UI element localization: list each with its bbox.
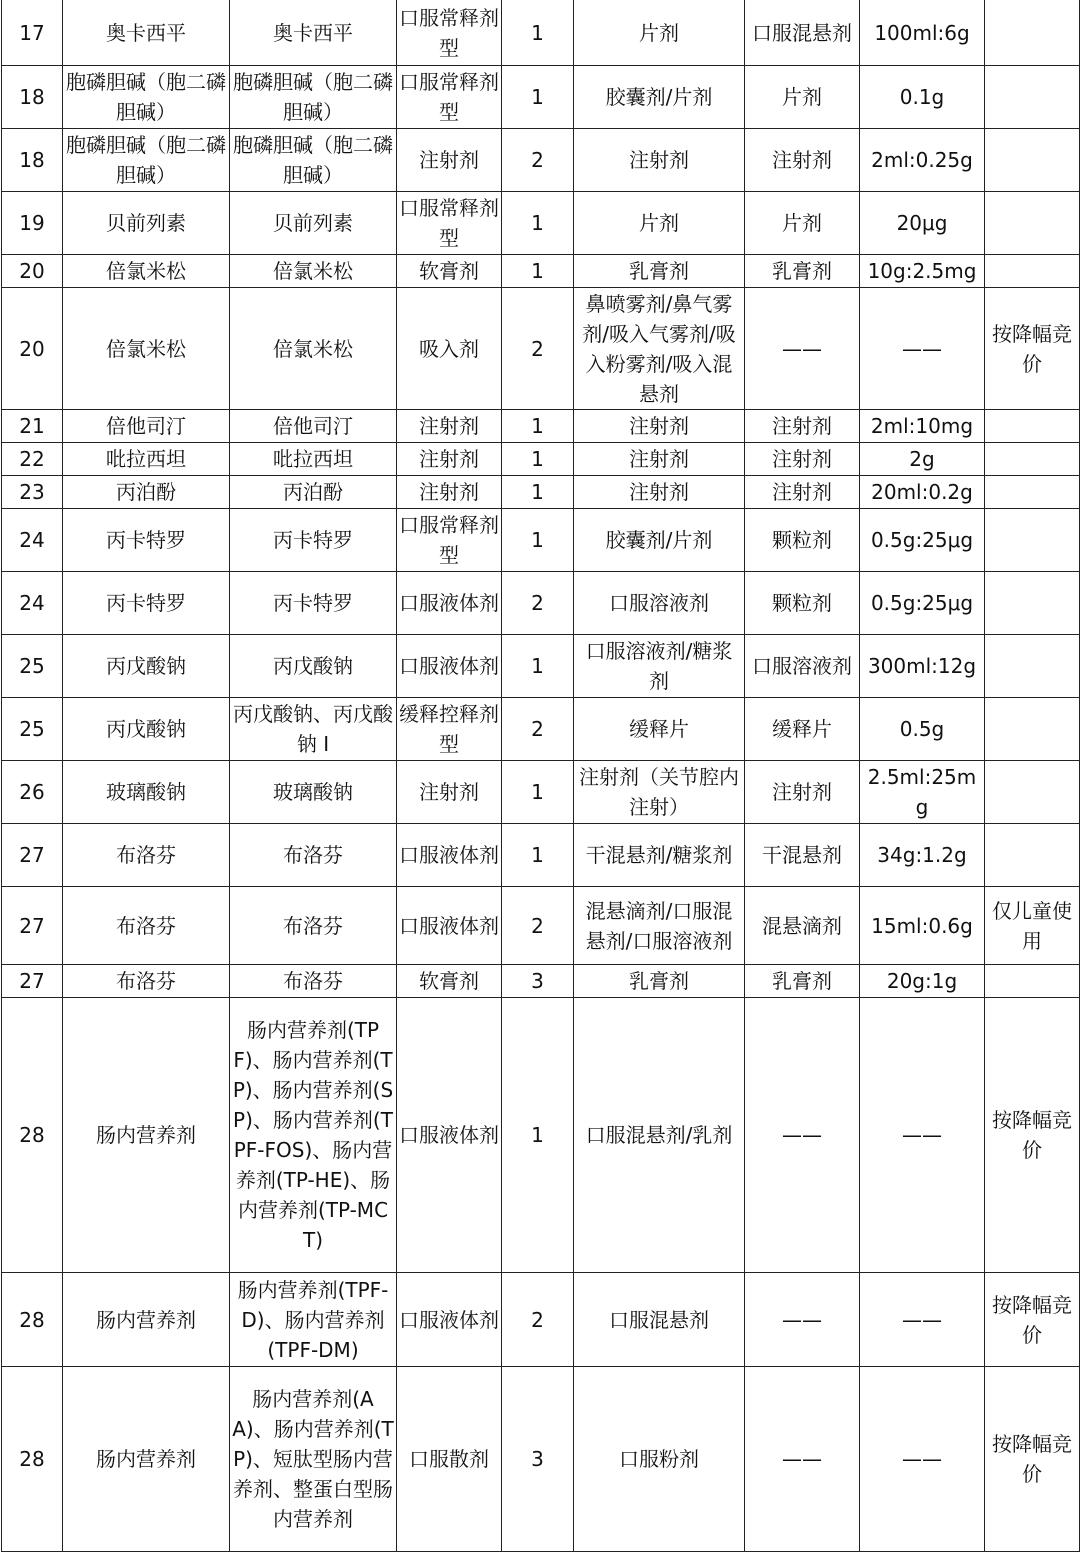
drug-name-cell: 胞磷胆碱（胞二磷胆碱） — [230, 66, 397, 129]
reference-form-cell: —— — [745, 1273, 860, 1367]
dosage-form-cell: 口服混悬剂/乳剂 — [574, 998, 745, 1273]
dosage-form-cell: 胶囊剂/片剂 — [574, 66, 745, 129]
dosage-group-cell: 口服液体剂 — [397, 1273, 502, 1367]
class-number-cell: 1 — [502, 192, 574, 255]
common-name-cell: 胞磷胆碱（胞二磷胆碱） — [63, 66, 230, 129]
specification-cell: 20μg — [860, 192, 985, 255]
specification-cell: —— — [860, 1273, 985, 1367]
common-name-cell: 倍他司汀 — [63, 410, 230, 443]
drug-name-cell: 肠内营养剂(TPF)、肠内营养剂(TP)、肠内营养剂(SP)、肠内营养剂(TPF-FOS)、肠内营养剂(TP-HE)、肠内营养剂(TP-MCT) — [230, 998, 397, 1273]
class-number-cell: 1 — [502, 0, 574, 66]
specification-cell: 20ml:0.2g — [860, 476, 985, 509]
row-number-cell: 27 — [2, 824, 63, 887]
drug-name-cell: 倍氯米松 — [230, 288, 397, 410]
row-number-cell: 21 — [2, 410, 63, 443]
drug-name-cell: 丙戊酸钠 — [230, 635, 397, 698]
note-cell — [985, 965, 1080, 998]
specification-cell: 2.5ml:25mg — [860, 761, 985, 824]
note-cell — [985, 0, 1080, 66]
common-name-cell: 胞磷胆碱（胞二磷胆碱） — [63, 129, 230, 192]
table-row — [2, 255, 1080, 288]
drug-name-cell: 布洛芬 — [230, 824, 397, 887]
drug-name-cell: 贝前列素 — [230, 192, 397, 255]
table-body — [2, 0, 1080, 1552]
class-number-cell: 3 — [502, 1367, 574, 1552]
row-number-cell: 24 — [2, 509, 63, 572]
note-cell — [985, 255, 1080, 288]
reference-form-cell: 乳膏剂 — [745, 255, 860, 288]
table-row — [2, 476, 1080, 509]
note-cell — [985, 443, 1080, 476]
dosage-group-cell: 吸入剂 — [397, 288, 502, 410]
row-number-cell: 17 — [2, 0, 63, 66]
table-row — [2, 410, 1080, 443]
table-row — [2, 66, 1080, 129]
row-number-cell: 27 — [2, 887, 63, 965]
table-row — [2, 887, 1080, 965]
dosage-form-cell: 乳膏剂 — [574, 965, 745, 998]
class-number-cell: 1 — [502, 443, 574, 476]
reference-form-cell: 注射剂 — [745, 443, 860, 476]
note-cell: 仅儿童使用 — [985, 887, 1080, 965]
common-name-cell: 奥卡西平 — [63, 0, 230, 66]
reference-form-cell: —— — [745, 288, 860, 410]
row-number-cell: 22 — [2, 443, 63, 476]
dosage-group-cell: 口服液体剂 — [397, 824, 502, 887]
dosage-form-cell: 注射剂（关节腔内注射） — [574, 761, 745, 824]
dosage-form-cell: 注射剂 — [574, 129, 745, 192]
dosage-group-cell: 注射剂 — [397, 410, 502, 443]
common-name-cell: 肠内营养剂 — [63, 1367, 230, 1552]
drug-name-cell: 倍他司汀 — [230, 410, 397, 443]
table-row — [2, 1367, 1080, 1552]
specification-cell: 15ml:0.6g — [860, 887, 985, 965]
dosage-form-cell: 鼻喷雾剂/鼻气雾剂/吸入气雾剂/吸入粉雾剂/吸入混悬剂 — [574, 288, 745, 410]
table-row — [2, 698, 1080, 761]
table-row — [2, 0, 1080, 66]
reference-form-cell: 片剂 — [745, 66, 860, 129]
note-cell: 按降幅竞价 — [985, 288, 1080, 410]
dosage-form-cell: 口服溶液剂/糖浆剂 — [574, 635, 745, 698]
drug-name-cell: 肠内营养剂(TPF-D)、肠内营养剂(TPF-DM) — [230, 1273, 397, 1367]
reference-form-cell: 口服混悬剂 — [745, 0, 860, 66]
reference-form-cell: 乳膏剂 — [745, 965, 860, 998]
dosage-group-cell: 口服常释剂型 — [397, 192, 502, 255]
common-name-cell: 丙卡特罗 — [63, 572, 230, 635]
specification-cell: 0.5g:25μg — [860, 572, 985, 635]
common-name-cell: 吡拉西坦 — [63, 443, 230, 476]
class-number-cell: 1 — [502, 255, 574, 288]
row-number-cell: 19 — [2, 192, 63, 255]
common-name-cell: 丙戊酸钠 — [63, 698, 230, 761]
row-number-cell: 20 — [2, 255, 63, 288]
class-number-cell: 1 — [502, 635, 574, 698]
row-number-cell: 24 — [2, 572, 63, 635]
note-cell — [985, 66, 1080, 129]
dosage-group-cell: 注射剂 — [397, 443, 502, 476]
row-number-cell: 25 — [2, 635, 63, 698]
dosage-group-cell: 口服常释剂型 — [397, 0, 502, 66]
drug-name-cell: 倍氯米松 — [230, 255, 397, 288]
class-number-cell: 2 — [502, 572, 574, 635]
class-number-cell: 1 — [502, 66, 574, 129]
row-number-cell: 26 — [2, 761, 63, 824]
note-cell — [985, 476, 1080, 509]
dosage-group-cell: 注射剂 — [397, 476, 502, 509]
specification-cell: —— — [860, 1367, 985, 1552]
reference-form-cell: 注射剂 — [745, 410, 860, 443]
common-name-cell: 布洛芬 — [63, 965, 230, 998]
row-number-cell: 18 — [2, 66, 63, 129]
dosage-form-cell: 注射剂 — [574, 443, 745, 476]
class-number-cell: 3 — [502, 965, 574, 998]
common-name-cell: 玻璃酸钠 — [63, 761, 230, 824]
dosage-form-cell: 口服混悬剂 — [574, 1273, 745, 1367]
drug-name-cell: 丙卡特罗 — [230, 572, 397, 635]
reference-form-cell: 颗粒剂 — [745, 572, 860, 635]
table-row — [2, 761, 1080, 824]
common-name-cell: 布洛芬 — [63, 824, 230, 887]
dosage-form-cell: 注射剂 — [574, 410, 745, 443]
row-number-cell: 25 — [2, 698, 63, 761]
reference-form-cell: 颗粒剂 — [745, 509, 860, 572]
dosage-group-cell: 口服常释剂型 — [397, 66, 502, 129]
note-cell — [985, 192, 1080, 255]
reference-form-cell: 片剂 — [745, 192, 860, 255]
drug-name-cell: 布洛芬 — [230, 965, 397, 998]
dosage-form-cell: 混悬滴剂/口服混悬剂/口服溶液剂 — [574, 887, 745, 965]
note-cell — [985, 129, 1080, 192]
specification-cell: 0.5g — [860, 698, 985, 761]
dosage-group-cell: 口服散剂 — [397, 1367, 502, 1552]
row-number-cell: 28 — [2, 998, 63, 1273]
specification-cell: —— — [860, 288, 985, 410]
table-row — [2, 129, 1080, 192]
drug-name-cell: 丙泊酚 — [230, 476, 397, 509]
reference-form-cell: 干混悬剂 — [745, 824, 860, 887]
table-row — [2, 572, 1080, 635]
specification-cell: 2ml:10mg — [860, 410, 985, 443]
common-name-cell: 丙戊酸钠 — [63, 635, 230, 698]
dosage-form-cell: 口服粉剂 — [574, 1367, 745, 1552]
common-name-cell: 肠内营养剂 — [63, 998, 230, 1273]
dosage-group-cell: 缓释控释剂型 — [397, 698, 502, 761]
reference-form-cell: —— — [745, 998, 860, 1273]
note-cell: 按降幅竞价 — [985, 998, 1080, 1273]
dosage-form-cell: 乳膏剂 — [574, 255, 745, 288]
specification-cell: 34g:1.2g — [860, 824, 985, 887]
specification-cell: 20g:1g — [860, 965, 985, 998]
row-number-cell: 18 — [2, 129, 63, 192]
reference-form-cell: 注射剂 — [745, 761, 860, 824]
note-cell — [985, 509, 1080, 572]
dosage-group-cell: 注射剂 — [397, 129, 502, 192]
note-cell — [985, 572, 1080, 635]
class-number-cell: 1 — [502, 998, 574, 1273]
table-row — [2, 443, 1080, 476]
reference-form-cell: 注射剂 — [745, 129, 860, 192]
table-row — [2, 998, 1080, 1273]
drug-name-cell: 布洛芬 — [230, 887, 397, 965]
dosage-group-cell: 注射剂 — [397, 761, 502, 824]
row-number-cell: 28 — [2, 1367, 63, 1552]
dosage-form-cell: 干混悬剂/糖浆剂 — [574, 824, 745, 887]
note-cell — [985, 698, 1080, 761]
reference-form-cell: 缓释片 — [745, 698, 860, 761]
note-cell: 按降幅竞价 — [985, 1367, 1080, 1552]
drug-name-cell: 胞磷胆碱（胞二磷胆碱） — [230, 129, 397, 192]
common-name-cell: 倍氯米松 — [63, 288, 230, 410]
table-row — [2, 192, 1080, 255]
specification-cell: 2g — [860, 443, 985, 476]
row-number-cell: 23 — [2, 476, 63, 509]
class-number-cell: 2 — [502, 129, 574, 192]
specification-cell: 100ml:6g — [860, 0, 985, 66]
dosage-group-cell: 口服液体剂 — [397, 635, 502, 698]
class-number-cell: 1 — [502, 509, 574, 572]
dosage-form-cell: 胶囊剂/片剂 — [574, 509, 745, 572]
common-name-cell: 倍氯米松 — [63, 255, 230, 288]
class-number-cell: 1 — [502, 761, 574, 824]
specification-cell: 0.5g:25μg — [860, 509, 985, 572]
reference-form-cell: 注射剂 — [745, 476, 860, 509]
drug-name-cell: 奥卡西平 — [230, 0, 397, 66]
class-number-cell: 2 — [502, 698, 574, 761]
row-number-cell: 20 — [2, 288, 63, 410]
drug-name-cell: 吡拉西坦 — [230, 443, 397, 476]
specification-cell: 10g:2.5mg — [860, 255, 985, 288]
drug-name-cell: 丙卡特罗 — [230, 509, 397, 572]
note-cell — [985, 410, 1080, 443]
reference-form-cell: —— — [745, 1367, 860, 1552]
dosage-form-cell: 注射剂 — [574, 476, 745, 509]
specification-cell: 0.1g — [860, 66, 985, 129]
class-number-cell: 2 — [502, 288, 574, 410]
class-number-cell: 1 — [502, 476, 574, 509]
table-row — [2, 1273, 1080, 1367]
dosage-group-cell: 口服液体剂 — [397, 572, 502, 635]
common-name-cell: 布洛芬 — [63, 887, 230, 965]
dosage-form-cell: 片剂 — [574, 0, 745, 66]
class-number-cell: 1 — [502, 410, 574, 443]
row-number-cell: 27 — [2, 965, 63, 998]
specification-cell: —— — [860, 998, 985, 1273]
note-cell: 按降幅竞价 — [985, 1273, 1080, 1367]
dosage-form-cell: 口服溶液剂 — [574, 572, 745, 635]
note-cell — [985, 824, 1080, 887]
class-number-cell: 2 — [502, 887, 574, 965]
dosage-group-cell: 口服常释剂型 — [397, 509, 502, 572]
common-name-cell: 丙卡特罗 — [63, 509, 230, 572]
table-row — [2, 824, 1080, 887]
note-cell — [985, 761, 1080, 824]
dosage-group-cell: 口服液体剂 — [397, 998, 502, 1273]
dosage-form-cell: 片剂 — [574, 192, 745, 255]
table-row — [2, 509, 1080, 572]
row-number-cell: 28 — [2, 1273, 63, 1367]
dosage-form-cell: 缓释片 — [574, 698, 745, 761]
drug-name-cell: 丙戊酸钠、丙戊酸钠 I — [230, 698, 397, 761]
dosage-group-cell: 软膏剂 — [397, 965, 502, 998]
reference-form-cell: 口服溶液剂 — [745, 635, 860, 698]
common-name-cell: 肠内营养剂 — [63, 1273, 230, 1367]
reference-form-cell: 混悬滴剂 — [745, 887, 860, 965]
table-row — [2, 288, 1080, 410]
note-cell — [985, 635, 1080, 698]
drug-name-cell: 玻璃酸钠 — [230, 761, 397, 824]
class-number-cell: 2 — [502, 1273, 574, 1367]
dosage-group-cell: 软膏剂 — [397, 255, 502, 288]
common-name-cell: 丙泊酚 — [63, 476, 230, 509]
specification-cell: 300ml:12g — [860, 635, 985, 698]
drug-table — [1, 0, 1080, 1552]
table-row — [2, 635, 1080, 698]
drug-name-cell: 肠内营养剂(AA)、肠内营养剂(TP)、短肽型肠内营养剂、整蛋白型肠内营养剂 — [230, 1367, 397, 1552]
dosage-group-cell: 口服液体剂 — [397, 887, 502, 965]
specification-cell: 2ml:0.25g — [860, 129, 985, 192]
table-row — [2, 965, 1080, 998]
class-number-cell: 1 — [502, 824, 574, 887]
common-name-cell: 贝前列素 — [63, 192, 230, 255]
